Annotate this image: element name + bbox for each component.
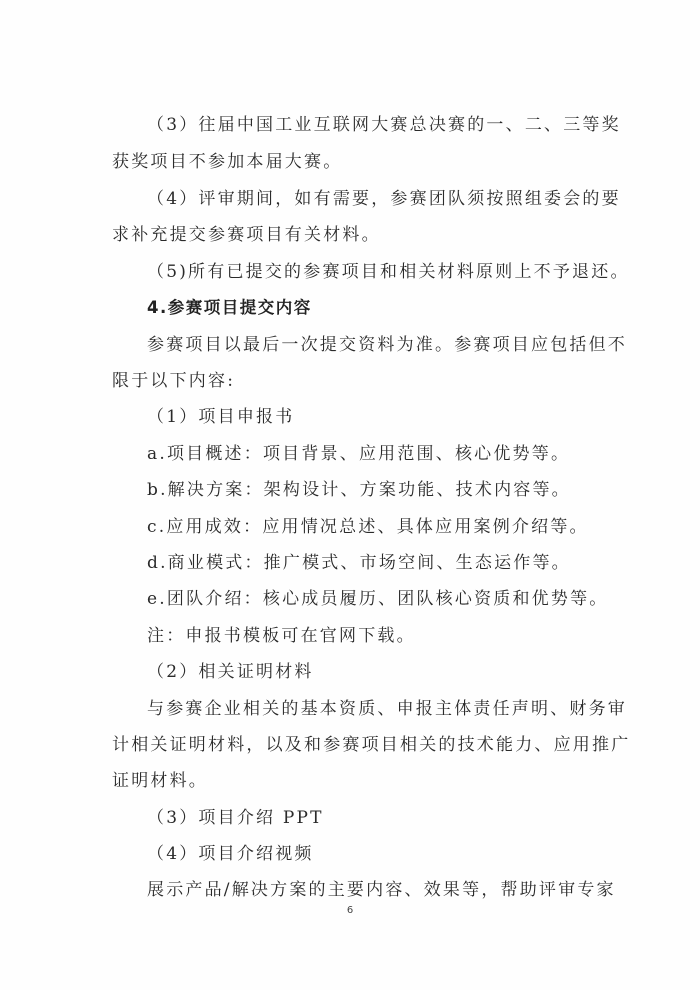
rule-4-line-1: （4）评审期间，如有需要，参赛团队须按照组委会的要 [147, 189, 621, 209]
item-1a: a.项目概述：项目背景、应用范围、核心优势等。 [147, 444, 571, 464]
item-1d: d.商业模式：推广模式、市场空间、生态运作等。 [147, 553, 571, 573]
item-1-note: 注：申报书模板可在官网下载。 [147, 626, 416, 646]
intro-line-2: 限于以下内容: [112, 371, 236, 391]
item-1e: e.团队介绍：核心成员履历、团队核心资质和优势等。 [147, 589, 609, 609]
rule-3-line-1: （3）往届中国工业互联网大赛总决赛的一、二、三等奖 [147, 115, 621, 135]
item-1-title: （1）项目申报书 [147, 407, 295, 427]
rule-3-line-2: 获奖项目不参加本届大赛。 [112, 152, 343, 172]
item-2-line-2: 计相关证明材料，以及和参赛项目相关的技术能力、应用推广 [112, 735, 631, 755]
item-3-title: （3）项目介绍 PPT [147, 808, 324, 828]
item-4-title: （4）项目介绍视频 [147, 844, 314, 864]
item-1c: c.应用成效：应用情况总述、具体应用案例介绍等。 [147, 517, 589, 537]
item-2-title: （2）相关证明材料 [147, 662, 314, 682]
section-heading: 4.参赛项目提交内容 [147, 298, 312, 317]
item-2-line-1: 与参赛企业相关的基本资质、申报主体责任声明、财务审 [147, 699, 627, 719]
item-2-line-3: 证明材料。 [112, 771, 208, 791]
item-1b: b.解决方案：架构设计、方案功能、技术内容等。 [147, 480, 571, 500]
rule-4-line-2: 求补充提交参赛项目有关材料。 [112, 225, 381, 245]
rule-5-line: （5)所有已提交的参赛项目和相关材料原则上不予退还。 [147, 262, 630, 282]
item-4-line-1: 展示产品/解决方案的主要内容、效果等，帮助评审专家 [147, 880, 616, 900]
page-number: 6 [346, 905, 354, 916]
intro-line-1: 参赛项目以最后一次提交资料为准。参赛项目应包括但不 [147, 335, 627, 355]
